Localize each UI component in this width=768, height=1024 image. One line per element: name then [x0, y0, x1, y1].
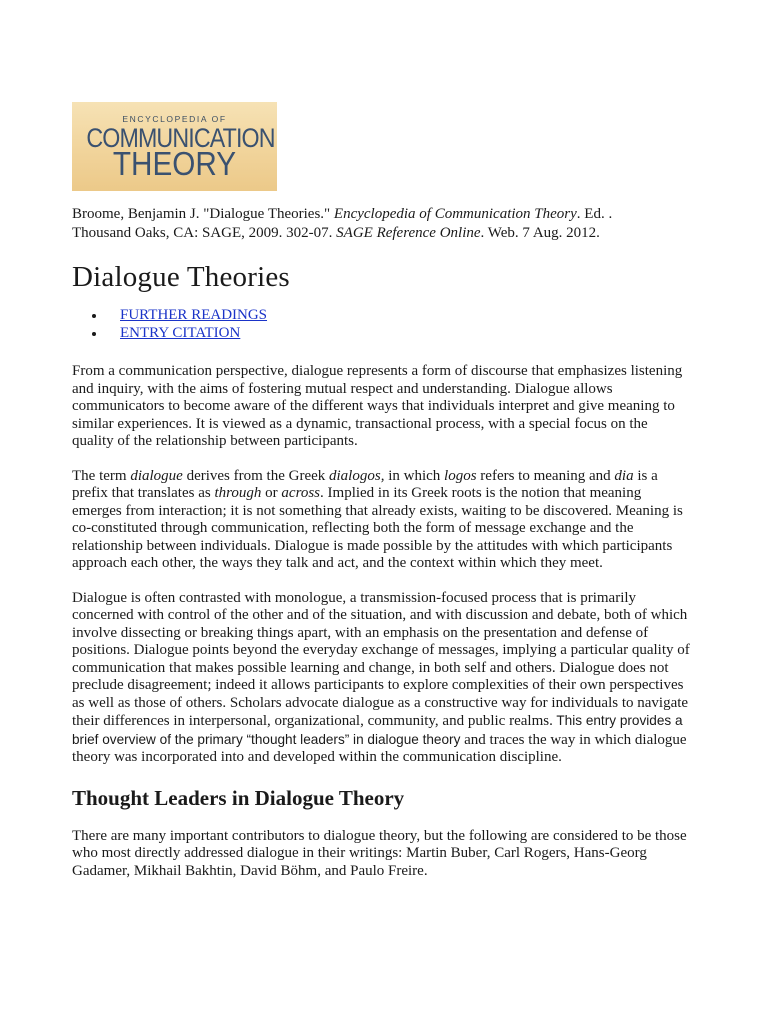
citation — [72, 205, 662, 243]
paragraph-3 — [72, 590, 690, 767]
para2-text: The term — [72, 467, 131, 484]
logo-line-2: COMMUNICATION — [86, 123, 275, 153]
para2-emphasis: dia — [614, 467, 634, 484]
citation-text-2: . Ed. . Thousand Oaks, CA: SAGE, 2009. 302-07. — [72, 206, 613, 241]
para3-end-text: and traces the way in which dialogue theory was incorporated into and developed within the communication discipline. — [72, 731, 687, 765]
para2-emphasis: dialogue — [130, 467, 183, 484]
citation-source: SAGE Reference Online — [336, 225, 481, 241]
table-of-contents — [72, 306, 692, 342]
para2-emphasis: logos — [444, 467, 477, 484]
toc-item-further-readings — [100, 306, 692, 324]
para3-tail-text: This entry provides a brief overview of the primary “thought leaders” in dialogue theory — [72, 713, 683, 747]
citation-text-1: Broome, Benjamin J. "Dialogue Theories." — [72, 206, 334, 222]
paragraph-4: There are many important contributors to dialogue theory, but the following are considered to be those who most directly addressed dialogue in their writings: Martin Buber, Carl Rogers, Hans-Georg Gadamer, Mikhail Bakhtin, David Böhm, and Paulo Freire. — [72, 827, 687, 879]
para2-text: . Implied in its Greek roots is the notion that meaning emerges from interaction; it is not something that already exists, waiting to be discovered. Meaning is co-constituted through communication, reflecting both the form of message exchange and the relationship between individuals. Dialogue is made possible by the attitudes with which participants approach each other, the ways they talk and act, and the context within which they meet. — [72, 485, 683, 571]
further-readings-link[interactable]: FURTHER READINGS — [120, 307, 268, 323]
page-title: Dialogue Theories — [72, 261, 290, 293]
para2-text: in which — [384, 467, 445, 484]
para2-text: or — [261, 485, 282, 501]
logo-line-3: THEORY — [112, 145, 237, 182]
logo-line-1: ENCYCLOPEDIA OF — [122, 114, 227, 124]
para2-emphasis: dialogos, — [329, 467, 385, 484]
para2-emphasis: across — [281, 485, 321, 501]
document-page — [72, 102, 692, 880]
citation-journal: Encyclopedia of Communication Theory — [333, 206, 577, 222]
toc-item-entry-citation — [100, 324, 692, 342]
encyclopedia-logo — [72, 102, 277, 191]
para2-text: refers to meaning and — [476, 467, 615, 484]
paragraph-2 — [72, 468, 690, 573]
para2-emphasis: through — [214, 485, 262, 501]
entry-citation-link[interactable]: ENTRY CITATION — [120, 325, 241, 341]
paragraph-1: From a communication perspective, dialogue represents a form of discourse that emphasizes listening and inquiry, with the aims of fostering mutual respect and understanding. Dialogue allows communicators to become aware of the different ways that individuals interpret and give meaning to similar experiences. It is viewed as a dynamic, transactional process, with a special focus on the quality of the relationship between participants. — [72, 363, 683, 449]
para2-text: is a prefix that translates as — [72, 467, 658, 501]
para2-text: derives from the Greek — [182, 467, 330, 484]
section-heading: Thought Leaders in Dialogue Theory — [72, 785, 405, 810]
citation-text-3: . Web. 7 Aug. 2012. — [480, 225, 600, 241]
para3-main-text: Dialogue is often contrasted with monologue, a transmission-focused process that is primarily concerned with control of the other and of the situation, and with discussion and debate, both of which involve dissecting or breaking things apart, with an emphasis on the presentation and defense of positions. Dialogue points beyond the everyday exchange of messages, implying a particular quality of communication that makes possible learning and change, in both self and others. Dialogue does not preclude disagreement; indeed it allows participants to explore complexities of their own perspectives as well as those of others. Scholars advocate dialogue as a constructive way for individuals to navigate their differences in interpersonal, organizational, community, and public realms. — [72, 589, 690, 729]
